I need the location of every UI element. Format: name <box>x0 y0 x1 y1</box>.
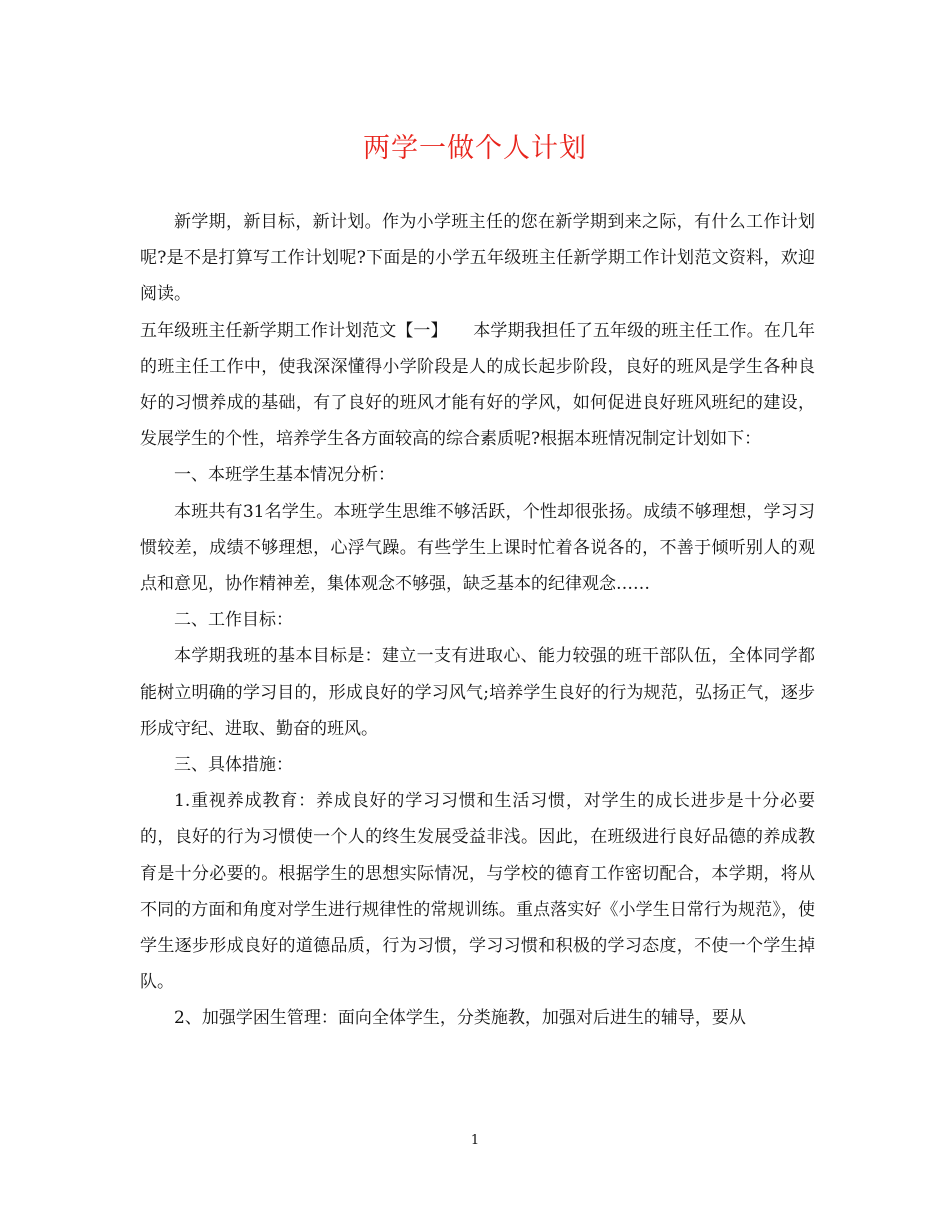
section-heading-2: 二、工作目标： <box>174 610 293 631</box>
measure-paragraph-1: 1.重视养成教育：养成良好的学习习惯和生活习惯，对学生的成长进步是十分必要的，良好的行为习惯使一个人的终生发展受益非浅。因此，在班级进行良好品德的养成教育是十分必要的。根据学生的思想实际情况，与学校的德育工作密切配合，本学期，将从不同的方面和角度对学生进行规律性的常规训练。重点落实好《小学生日常行为规范》，使学生逐步形成良好的道德品质，行为习惯，学习习惯和积极的学习态度，不使一个学生掉队。 <box>140 791 815 993</box>
plan-paragraph-1: 五年级班主任新学期工作计划范文【一】 本学期我担任了五年级的班主任工作。在几年的班主任工作中，使我深深懂得小学阶段是人的成长起步阶段，良好的班风是学生各种良好的习惯养成的基础，有了良好的班风才能有好的学风，如何促进良好班风班纪的建设，发展学生的个性，培养学生各方面较高的综合素质呢?根据本班情况制定计划如下： <box>140 320 815 450</box>
page-number: 1 <box>470 1133 480 1148</box>
section-heading-3: 三、具体措施： <box>174 755 293 776</box>
measure-paragraph-2: 2、加强学困生管理：面向全体学生，分类施教，加强对后进生的辅导，要从 <box>174 1008 746 1029</box>
document-title: 两学一做个人计划 <box>363 133 587 164</box>
section-heading-1: 一、本班学生基本情况分析： <box>174 465 395 486</box>
section-paragraph-2: 本学期我班的基本目标是：建立一支有进取心、能力较强的班干部队伍，全体同学都能树立明确的学习目的，形成良好的学习风气;培养学生良好的行为规范，弘扬正气，逐步形成守纪、进取、勤奋的班风。 <box>140 646 815 739</box>
document-body <box>140 204 815 1037</box>
section-paragraph-1: 本班共有31名学生。本班学生思维不够活跃，个性却很张扬。成绩不够理想，学习习惯较差，成绩不够理想，心浮气躁。有些学生上课时忙着各说各的，不善于倾听别人的观点和意见，协作精神差，集体观念不够强，缺乏基本的纪律观念…… <box>140 501 815 595</box>
intro-paragraph: 新学期，新目标，新计划。作为小学班主任的您在新学期到来之际，有什么工作计划呢?是不是打算写工作计划呢?下面是的小学五年级班主任新学期工作计划范文资料，欢迎阅读。 <box>140 212 815 305</box>
